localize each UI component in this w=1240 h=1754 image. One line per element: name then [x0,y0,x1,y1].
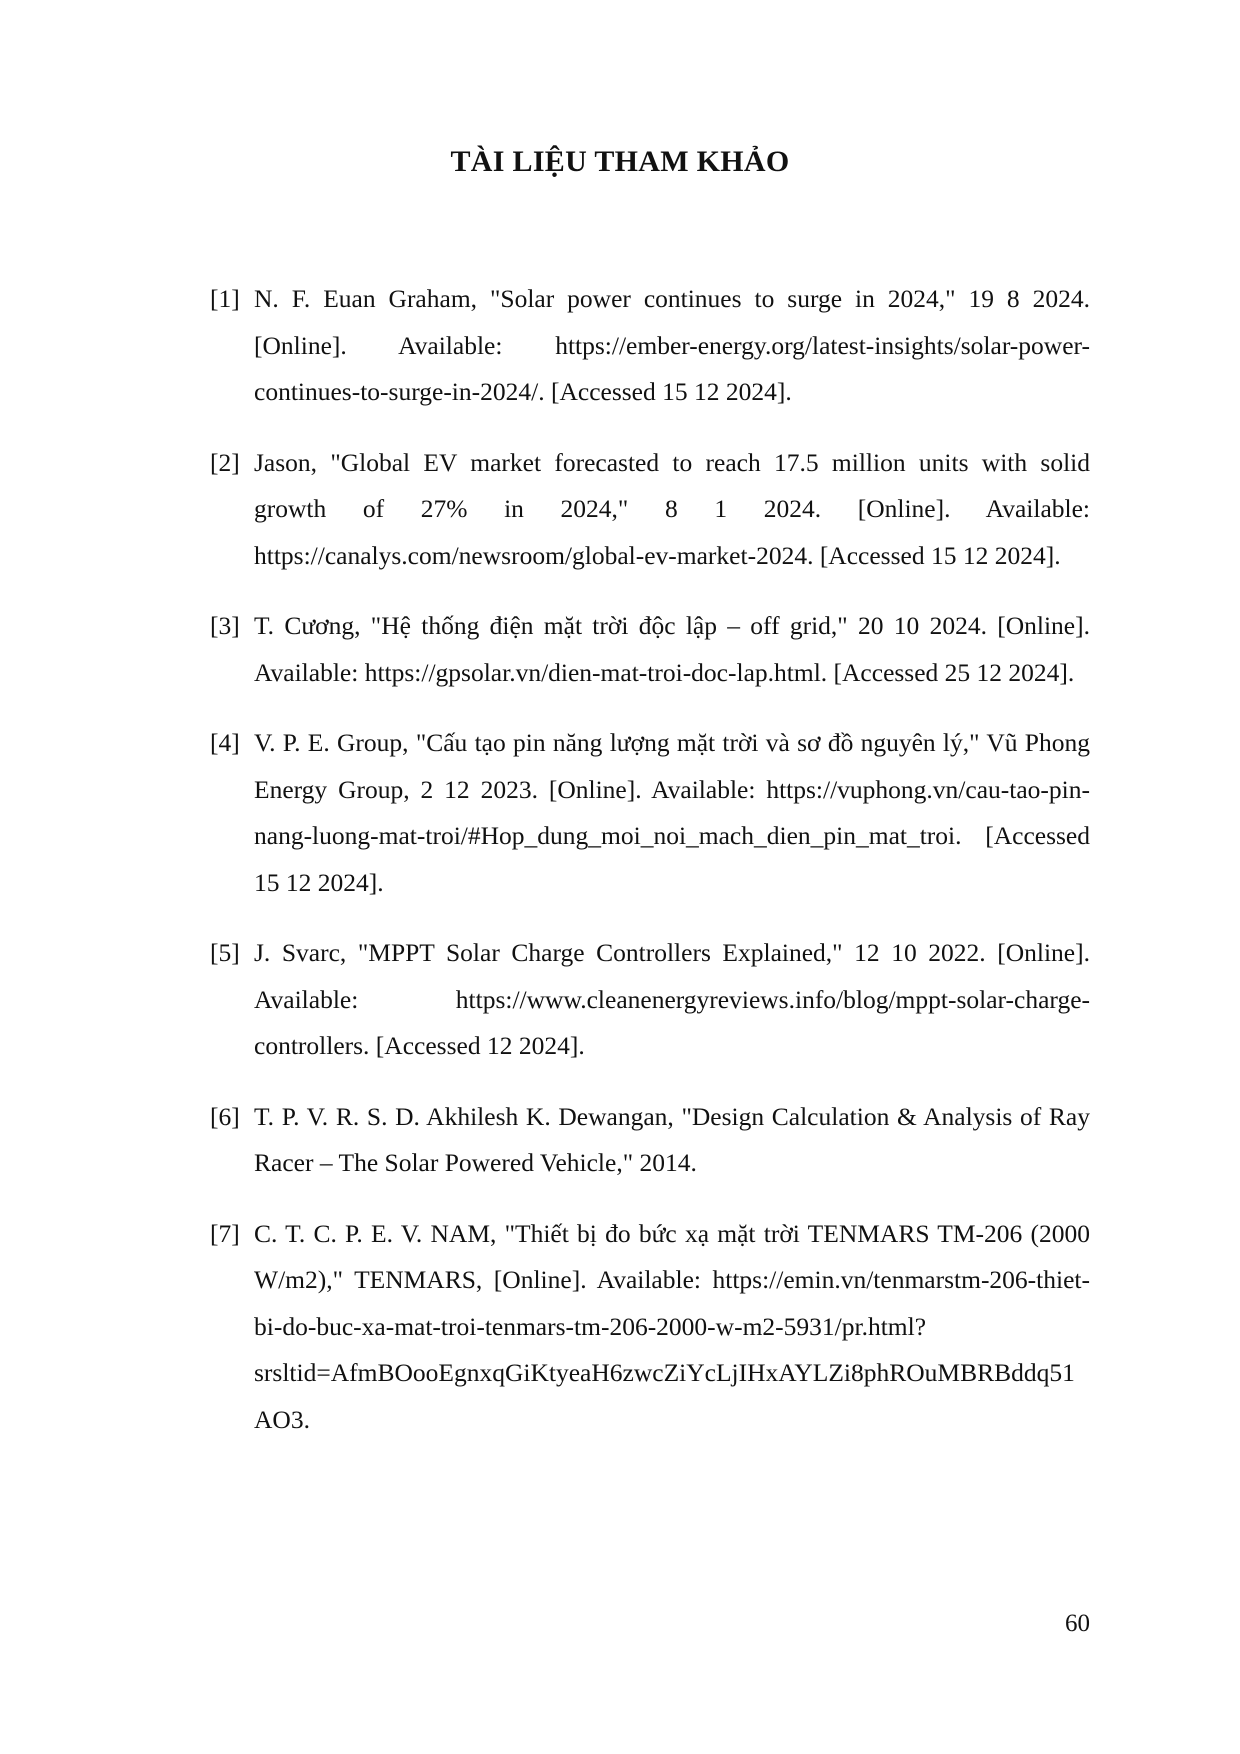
reference-text: N. F. Euan Graham, "Solar power continues to surge in 2024," 19 8 2024. [Online]. Available: https://ember-energy.org/latest-insights/solar-power-continues-to-surge-in-2024/. [Accessed 15 12 2024]. [254,284,1090,406]
reference-number: [3] [210,611,240,640]
reference-item-6 [210,1094,1090,1187]
reference-text: C. T. C. P. E. V. NAM, "Thiết bị đo bức xạ mặt trời TENMARS TM-206 (2000 W/m2)," TENMARS, [Online]. Available: https://emin.vn/tenmarstm-206-thiet-bi-do-buc-xa-mat-troi-tenmars-tm-206-2000-w-m2-5931/pr.html?srsltid=AfmBOooEgnxqGiKtyeaH6zwcZiYcLjIHxAYLZi8phROuMBRBddq51AO3. [254,1218,1090,1434]
reference-number: [1] [210,284,240,313]
reference-item-3 [210,603,1090,696]
reference-item-4 [210,720,1090,906]
reference-number: [6] [210,1101,240,1131]
reference-text: J. Svarc, "MPPT Solar Charge Controllers Explained," 12 10 2022. [Online]. Available: https://www.cleanenergyreviews.info/blog/mppt-solar-charge-controllers. [Accessed 12 2024]. [254,938,1090,1060]
reference-text: Jason, "Global EV market forecasted to reach 17.5 million units with solid growth of 27% in 2024," 8 1 2024. [Online]. Available: https://canalys.com/newsroom/global-ev-market-2024. [Accessed 15 12 2024]. [254,447,1090,570]
reference-text: V. P. E. Group, "Cấu tạo pin năng lượng mặt trời và sơ đồ nguyên lý," Vũ Phong Energy Group, 2 12 2023. [Online]. Available: https://vuphong.vn/cau-tao-pin-nang-luong-mat-troi/#Hop_dung_moi_noi_mach_dien_pin_mat_troi. [Accessed 15 12 2024]. [254,728,1090,897]
reference-item-1 [210,276,1090,416]
page-title: TÀI LIỆU THAM KHẢO [450,145,790,178]
reference-list [210,276,1090,1467]
reference-number: [2] [210,447,240,477]
page-number: 60 [1065,1610,1090,1637]
reference-text: T. Cương, "Hệ thống điện mặt trời độc lập – off grid," 20 10 2024. [Online]. Available: https://gpsolar.vn/dien-mat-troi-doc-lap.html. [Accessed 25 12 2024]. [254,611,1090,687]
reference-text: T. P. V. R. S. D. Akhilesh K. Dewangan, "Design Calculation & Analysis of Ray Racer – The Solar Powered Vehicle," 2014. [254,1101,1090,1177]
reference-number: [7] [210,1218,240,1248]
reference-item-2 [210,440,1090,580]
reference-number: [4] [210,728,240,757]
reference-number: [5] [210,938,240,967]
reference-item-7 [210,1211,1090,1444]
reference-item-5 [210,930,1090,1070]
